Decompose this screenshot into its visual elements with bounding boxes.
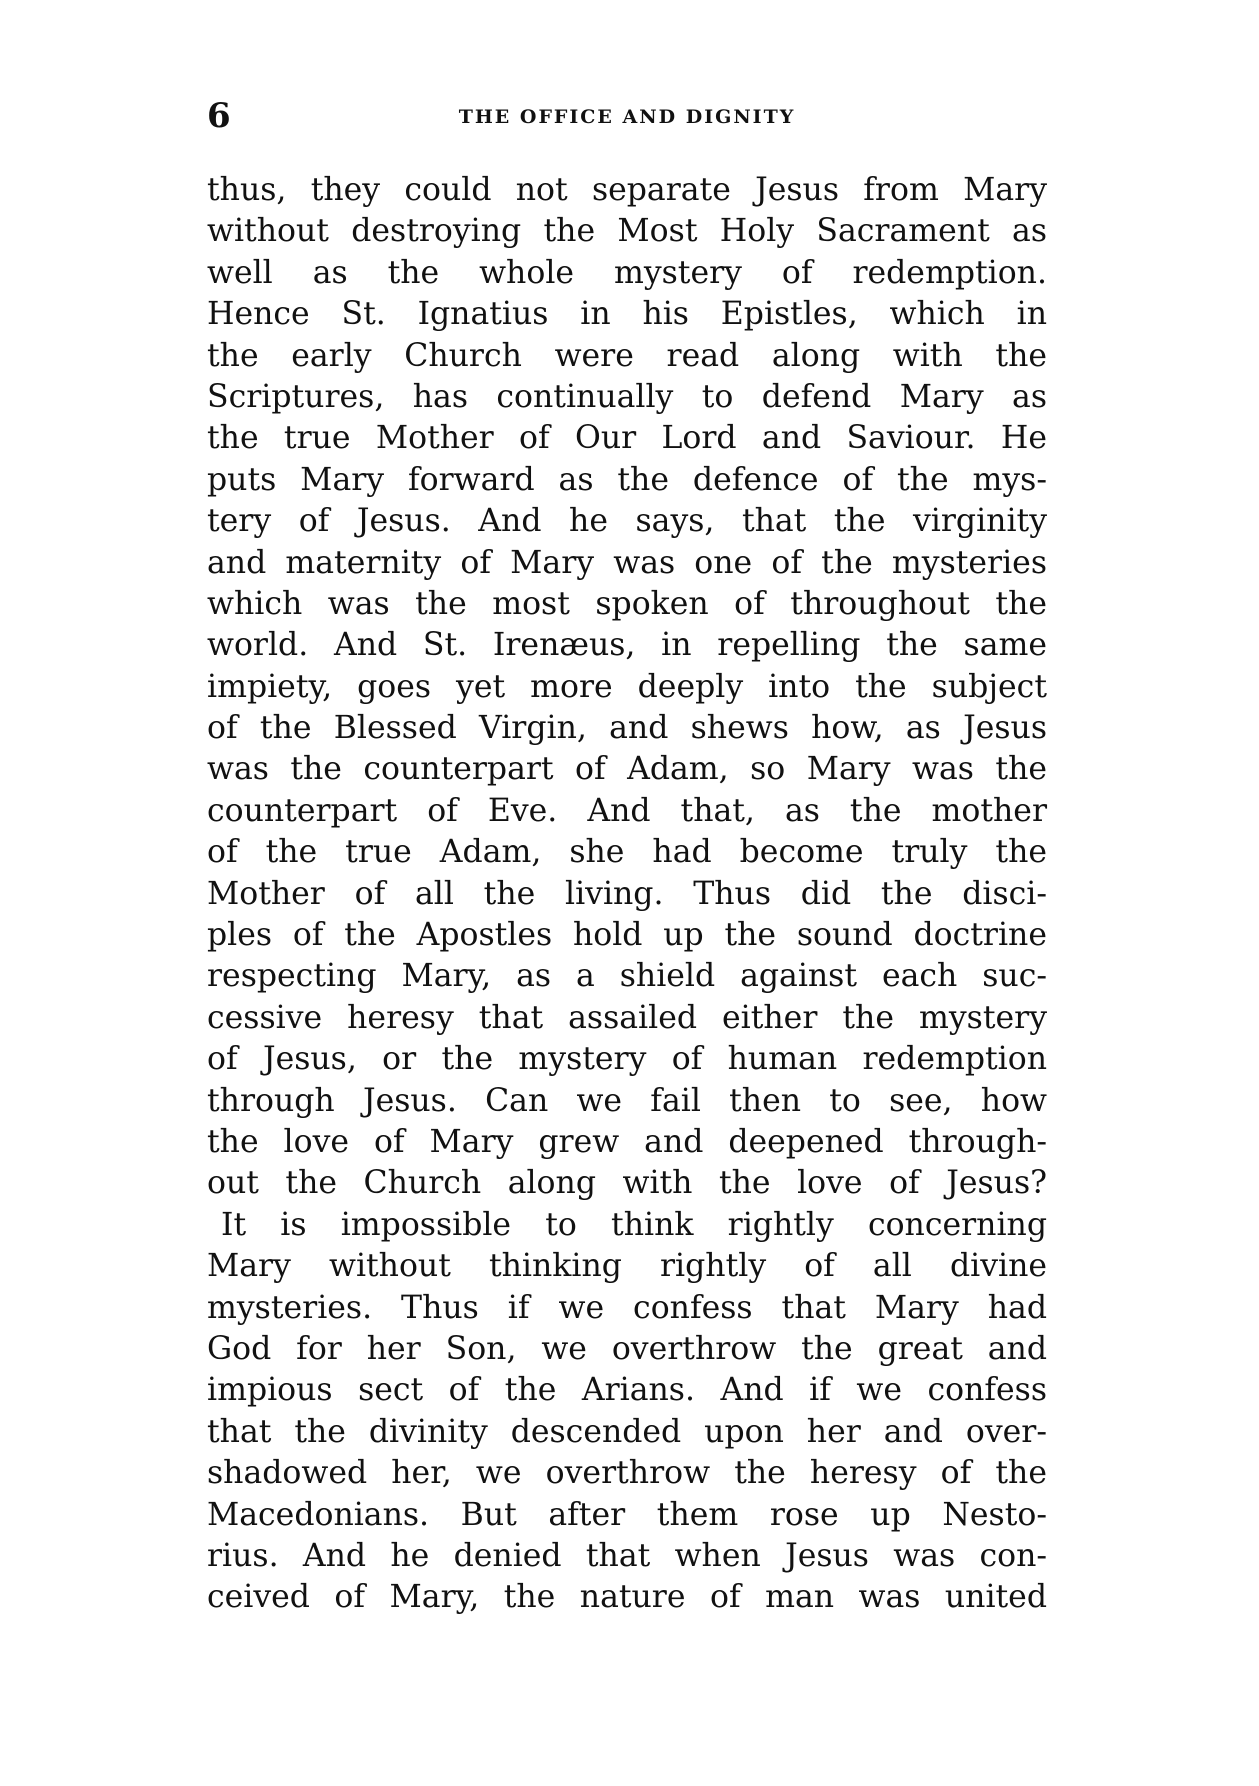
text-line: tery of Jesus. And he says, that the virginity	[207, 503, 1047, 540]
text-line: counterpart of Eve. And that, as the mother	[207, 792, 1047, 829]
text-line: out the Church along with the love of Jesus?	[207, 1165, 1047, 1202]
text-line: of Jesus, or the mystery of human redemption	[207, 1041, 1047, 1078]
text-line: mysteries. Thus if we confess that Mary had	[207, 1289, 1047, 1326]
text-line: Mother of all the living. Thus did the disci-	[207, 875, 1047, 912]
running-title: THE OFFICE AND DIGNITY	[458, 106, 796, 128]
text-line: through Jesus. Can we fail then to see, how	[207, 1082, 1047, 1119]
text-line: Scriptures, has continually to defend Mary as	[207, 378, 1047, 415]
text-line: ceived of Mary, the nature of man was united	[207, 1579, 1047, 1616]
text-line: the true Mother of Our Lord and Saviour. He	[207, 420, 1047, 457]
text-line: which was the most spoken of throughout the	[207, 585, 1047, 622]
page-number: 6	[207, 96, 231, 136]
text-line: impious sect of the Arians. And if we confess	[207, 1372, 1047, 1409]
running-head	[207, 96, 1047, 136]
text-line: that the divinity descended upon her and over-	[207, 1413, 1047, 1450]
text-line: puts Mary forward as the defence of the mys-	[207, 461, 1047, 498]
text-line: was the counterpart of Adam, so Mary was the	[207, 751, 1047, 788]
text-line: of the true Adam, she had become truly the	[207, 834, 1047, 871]
text-line: the early Church were read along with the	[207, 337, 1047, 374]
text-line: shadowed her, we overthrow the heresy of the	[207, 1455, 1047, 1492]
text-line: of the Blessed Virgin, and shews how, as Jesus	[207, 710, 1047, 747]
text-line: respecting Mary, as a shield against each suc-	[207, 958, 1047, 995]
text-line: Mary without thinking rightly of all divine	[207, 1248, 1047, 1285]
text-line: world. And St. Irenæus, in repelling the same	[207, 627, 1047, 664]
text-line: ples of the Apostles hold up the sound doctrine	[207, 917, 1047, 954]
text-line: Macedonians. But after them rose up Nesto-	[207, 1496, 1047, 1533]
text-line: cessive heresy that assailed either the mystery	[207, 999, 1047, 1036]
text-line: and maternity of Mary was one of the mysteries	[207, 544, 1047, 581]
text-line: well as the whole mystery of redemption.	[207, 254, 1047, 291]
text-line: without destroying the Most Holy Sacrament as	[207, 213, 1047, 250]
text-line: God for her Son, we overthrow the great and	[207, 1330, 1047, 1367]
text-line: thus, they could not separate Jesus from Mary	[207, 172, 1047, 208]
text-line: Hence St. Ignatius in his Epistles, which in	[207, 296, 1047, 333]
paragraph-start-line: It is impossible to think rightly concerning	[221, 1206, 1047, 1243]
text-line: impiety, goes yet more deeply into the subject	[207, 668, 1047, 705]
text-line: rius. And he denied that when Jesus was con-	[207, 1537, 1047, 1574]
body-text	[207, 170, 1047, 1619]
text-line: the love of Mary grew and deepened through-	[207, 1123, 1047, 1160]
